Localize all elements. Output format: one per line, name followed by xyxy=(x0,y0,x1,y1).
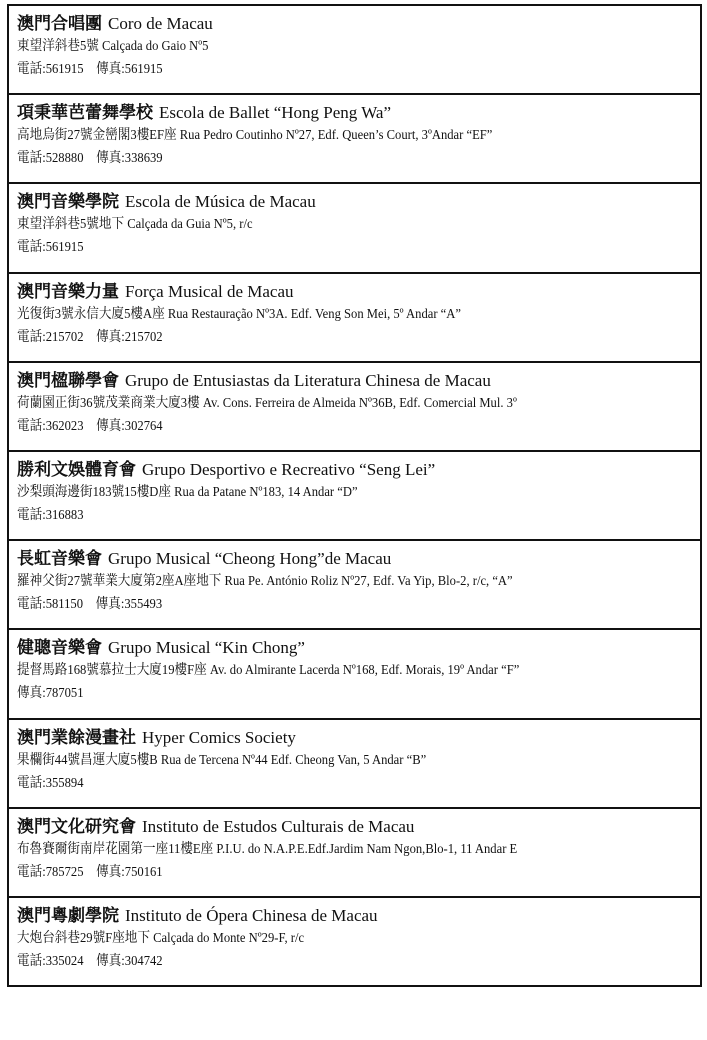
entry-name xyxy=(17,281,700,303)
entry-name xyxy=(17,816,700,838)
name-portuguese: Escola de Ballet “Hong Peng Wa” xyxy=(159,103,391,123)
entry-address: 沙梨頭海邊街183號15樓D座 Rua da Patane Nº183, 14 Andar “D” xyxy=(17,484,358,500)
entry-coro-de-macau xyxy=(9,4,700,93)
entry-contact xyxy=(17,594,632,616)
name-portuguese: Escola de Música de Macau xyxy=(125,192,316,212)
name-chinese: 澳門文化研究會 xyxy=(17,816,136,837)
name-chinese: 澳門合唱團 xyxy=(17,14,102,34)
entry-name xyxy=(17,637,700,659)
name-portuguese: Força Musical de Macau xyxy=(125,281,294,301)
entry-name xyxy=(17,548,700,570)
entry-hyper-comics xyxy=(9,718,700,807)
entry-name xyxy=(17,905,700,927)
fax: 傳真:561915 xyxy=(96,62,163,77)
name-portuguese: Grupo Desportivo e Recreativo “Seng Lei” xyxy=(142,459,436,479)
name-chinese: 澳門音樂學院 xyxy=(17,192,119,213)
fax: 傳真:355493 xyxy=(95,597,163,613)
name-chinese: 澳門業餘漫畫社 xyxy=(17,727,136,748)
entry-cheong-hong xyxy=(9,539,700,628)
entry-address: 布魯賽爾街南岸花園第一座11樓E座 P.I.U. do N.A.P.E.Edf.Jardim Nam Ngon,Blo-1, 11 Andar E xyxy=(17,841,518,857)
entry-contact xyxy=(17,505,632,527)
entry-contact xyxy=(17,951,632,973)
telephone: 電話:561915 xyxy=(17,240,84,256)
telephone: 電話:215702 xyxy=(17,329,84,345)
entry-contact xyxy=(17,773,632,795)
entry-contact xyxy=(17,148,632,170)
entry-address: 東望洋斜巷5號地下 Calçada da Guia Nº5, r/c xyxy=(17,217,253,233)
entry-address: 高地烏街27號金巒閣3樓EF座 Rua Pedro Coutinho Nº27, Edf. Queen’s Court, 3ºAndar “EF” xyxy=(17,128,493,144)
entry-contact xyxy=(17,683,632,705)
name-chinese: 健聰音樂會 xyxy=(17,638,102,659)
telephone: 電話:561915 xyxy=(17,62,84,77)
entry-opera-chinesa xyxy=(9,896,700,987)
telephone: 電話:335024 xyxy=(17,953,84,969)
entry-address: 光復街3號永信大廈5樓A座 Rua Restauração Nº3A. Edf. Veng Son Mei, 5º Andar “A” xyxy=(17,306,461,322)
fax: 傳真:215702 xyxy=(96,329,163,345)
entry-contact xyxy=(17,416,632,438)
entry-seng-lei xyxy=(9,450,700,539)
entry-name xyxy=(17,102,700,124)
name-portuguese: Grupo Musical “Cheong Hong”de Macau xyxy=(108,549,392,569)
entry-contact xyxy=(17,327,632,349)
telephone: 電話:316883 xyxy=(17,507,84,523)
name-portuguese: Coro de Macau xyxy=(108,14,213,33)
fax: 傳真:302764 xyxy=(96,418,163,434)
entry-address: 東望洋斜巷5號 Calçada do Gaio Nº5 xyxy=(17,39,209,54)
telephone: 電話:528880 xyxy=(17,151,84,167)
entry-address: 大炮台斜巷29號F座地下 Calçada do Monte Nº29-F, r/c xyxy=(17,930,305,946)
name-portuguese: Hyper Comics Society xyxy=(142,727,296,747)
name-chinese: 長虹音樂會 xyxy=(17,549,102,570)
entry-name xyxy=(17,370,700,392)
name-chinese: 澳門音樂力量 xyxy=(17,281,119,302)
entry-contact xyxy=(17,59,632,81)
entry-kin-chong xyxy=(9,628,700,717)
name-portuguese: Instituto de Estudos Culturais de Macau xyxy=(142,816,415,836)
telephone: 電話:362023 xyxy=(17,418,84,434)
entry-address: 提督馬路168號慕拉士大廈19樓F座 Av. do Almirante Lacerda Nº168, Edf. Morais, 19º Andar “F” xyxy=(17,663,520,679)
telephone: 電話:785725 xyxy=(17,864,84,880)
entry-contact xyxy=(17,862,632,884)
entry-name xyxy=(17,459,700,481)
fax: 傳真:750161 xyxy=(96,864,163,880)
name-chinese: 勝利文娛體育會 xyxy=(17,459,136,480)
directory-page xyxy=(7,4,702,987)
entry-escola-de-ballet xyxy=(9,93,700,182)
telephone: 電話:581150 xyxy=(17,597,84,613)
entry-name xyxy=(17,727,700,749)
entry-literatura-chinesa xyxy=(9,361,700,450)
name-portuguese: Grupo Musical “Kin Chong” xyxy=(108,638,305,658)
entry-escola-de-musica xyxy=(9,182,700,271)
name-chinese: 澳門楹聯學會 xyxy=(17,370,119,391)
entry-address: 荷蘭園正街36號茂業商業大廈3樓 Av. Cons. Ferreira de Almeida Nº36B, Edf. Comercial Mul. 3º xyxy=(17,395,517,411)
name-chinese: 澳門粵劇學院 xyxy=(17,905,119,926)
entry-name xyxy=(17,13,700,35)
entry-contact xyxy=(17,237,632,259)
name-portuguese: Instituto de Ópera Chinesa de Macau xyxy=(125,905,378,925)
entry-forca-musical xyxy=(9,272,700,361)
fax: 傳真:304742 xyxy=(96,953,163,969)
fax: 傳真:338639 xyxy=(96,151,163,167)
telephone: 傳真:787051 xyxy=(17,686,84,702)
name-chinese: 項秉華芭蕾舞學校 xyxy=(17,103,153,124)
name-portuguese: Grupo de Entusiastas da Literatura Chinesa de Macau xyxy=(125,370,491,390)
telephone: 電話:355894 xyxy=(17,775,84,791)
entry-name xyxy=(17,191,700,213)
entry-address: 羅神父街27號華業大廈第2座A座地下 Rua Pe. António Roliz Nº27, Edf. Va Yip, Blo-2, r/c, “A” xyxy=(17,574,513,590)
entry-address: 果欄街44號昌運大廈5樓B Rua de Tercena Nº44 Edf. Cheong Van, 5 Andar “B” xyxy=(17,752,427,768)
entry-estudos-culturais xyxy=(9,807,700,896)
